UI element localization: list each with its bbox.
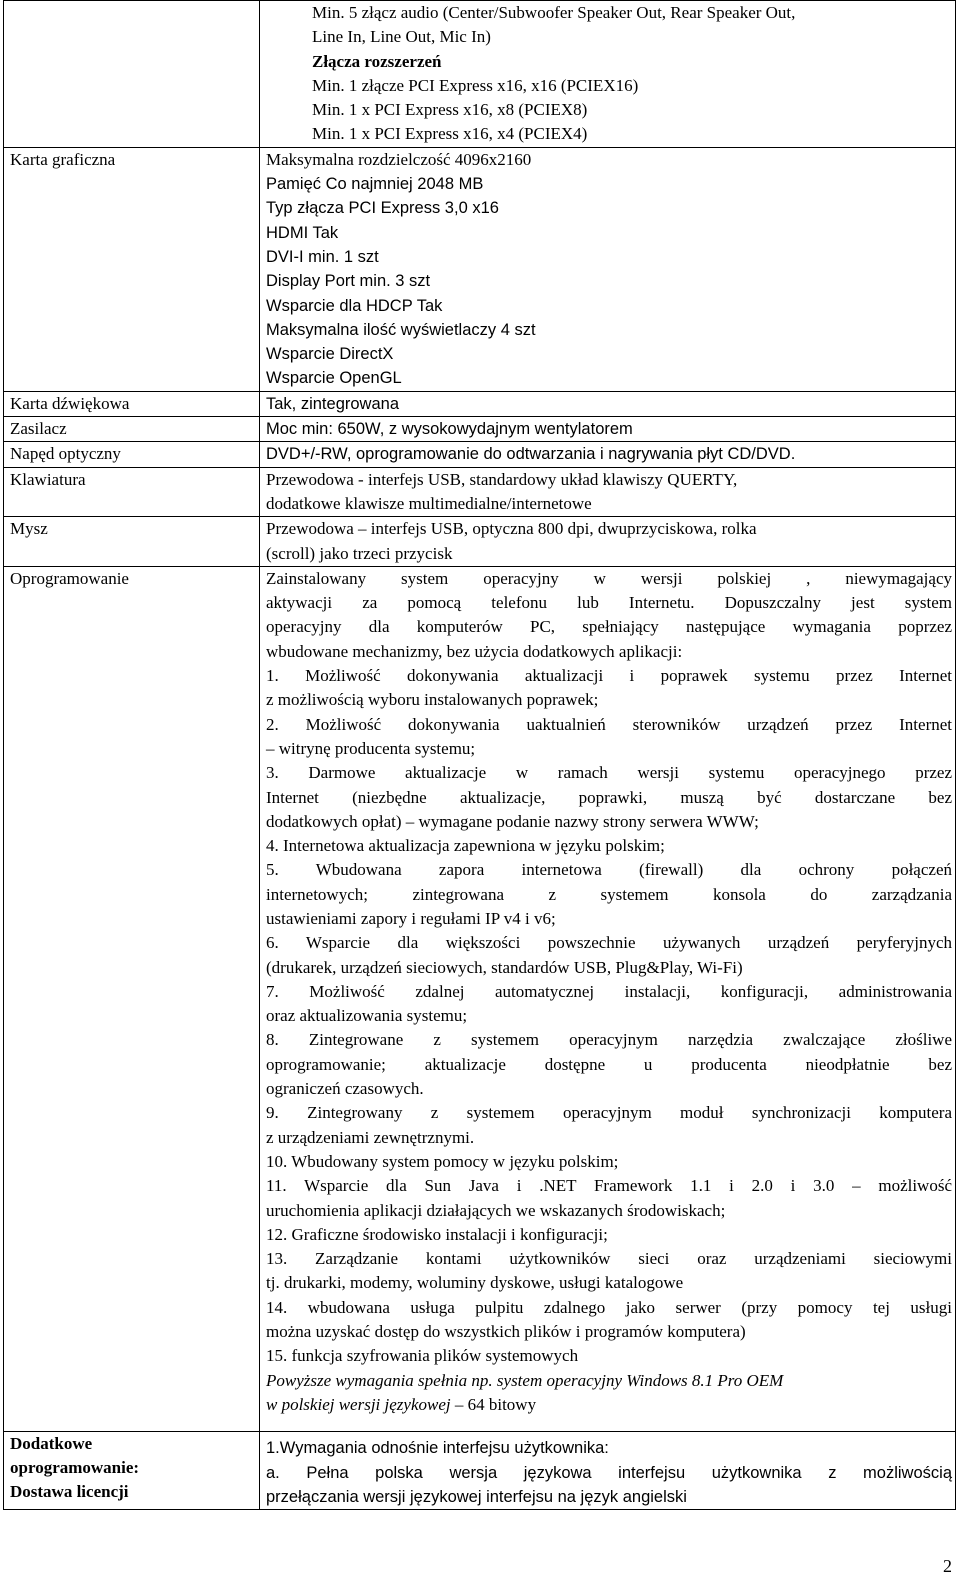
software-requirement-line: oraz aktualizowania systemu; <box>266 1006 468 1026</box>
software-note <box>266 1393 952 1417</box>
software-requirement-item <box>266 1028 952 1101</box>
software-requirements-list <box>266 664 952 1369</box>
mouse-cell <box>260 517 956 567</box>
audio-line: Line In, Line Out, Mic In) <box>312 27 491 47</box>
graphics-cell <box>260 147 956 391</box>
software-cell <box>260 566 956 1431</box>
software-requirement-item <box>266 1247 952 1296</box>
graphics-line: Wsparcie DirectX <box>266 345 394 364</box>
software-requirement-item <box>266 858 952 931</box>
software-requirement-item <box>266 980 952 1029</box>
psu-label: Zasilacz <box>4 417 260 442</box>
software-requirement-line: 11. Wsparcie dla Sun Java i .NET Framework 1.1 i 2.0 i 3.0 – możliwość <box>266 1176 952 1196</box>
software-requirement-line: uruchomienia aplikacji działających we wskazanych środowiskach; <box>266 1200 726 1220</box>
software-label: Oprogramowanie <box>4 566 260 1431</box>
software-requirement-line: z urządzeniami zewnętrznymi. <box>266 1127 475 1147</box>
software-requirement-line: ograniczeń czasowych. <box>266 1079 424 1099</box>
mouse-line: (scroll) jako trzeci przycisk <box>266 543 453 563</box>
software-requirement-line: 7. Możliwość zdalnej automatycznej instalacji, konfiguracji, administrowania <box>266 981 952 1001</box>
software-requirement-item <box>266 1223 952 1247</box>
optical-value: DVD+/-RW, oprogramowanie do odtwarzania i nagrywania płyt CD/DVD. <box>260 442 956 467</box>
software-requirement-line: 9. Zintegrowany z systemem operacyjnym moduł synchronizacji komputera <box>266 1103 952 1123</box>
spacer <box>266 1417 952 1431</box>
graphics-line: Display Port min. 3 szt <box>266 272 431 291</box>
software-requirement-item <box>266 664 952 713</box>
software-requirement-item <box>266 1174 952 1223</box>
software-intro-line: Zainstalowany system operacyjny w wersji polskiej , niewymagający <box>266 568 952 588</box>
extra-cell <box>260 1432 956 1510</box>
graphics-line: Maksymalna rozdzielczość 4096x2160 <box>266 149 532 169</box>
software-note-line: w polskiej wersji językowej <box>266 1394 451 1414</box>
graphics-line: Pamięć Co najmniej 2048 MB <box>266 175 484 194</box>
graphics-line: Typ złącza PCI Express 3,0 x16 <box>266 199 499 218</box>
software-requirement-item <box>266 1150 952 1174</box>
mouse-line: Przewodowa – interfejs USB, optyczna 800 dpi, dwuprzyciskowa, rolka <box>266 519 757 539</box>
expansion-line: Min. 1 złącze PCI Express x16, x16 (PCIEX16) <box>312 75 639 95</box>
software-intro-line: aktywacji za pomocą telefonu lub Internetu. Dopuszczalny jest system <box>266 593 952 613</box>
software-requirement-item <box>266 931 952 980</box>
software-requirement-line: 12. Graficzne środowisko instalacji i konfiguracji; <box>266 1224 608 1244</box>
software-requirement-item <box>266 713 952 762</box>
expansion-line: Min. 1 x PCI Express x16, x4 (PCIEX4) <box>312 124 588 144</box>
software-requirement-line: 3. Darmowe aktualizacje w ramach wersji systemu operacyjnego przez <box>266 763 952 783</box>
software-requirement-line: internetowych; zintegrowana z systemem konsola do zarządzania <box>266 884 952 904</box>
sound-value: Tak, zintegrowana <box>260 391 956 416</box>
extra-label-line: Dodatkowe <box>10 1434 93 1454</box>
software-requirement-line: (drukarek, urządzeń sieciowych, standardów USB, Plug&Play, Wi-Fi) <box>266 957 743 977</box>
software-requirement-line: można uzyskać dostęp do wszystkich plików i programów komputera) <box>266 1322 746 1342</box>
software-requirement-line: ustawieniami zapory i regułami IP v4 i v6; <box>266 908 556 928</box>
table-row-graphics <box>4 147 956 391</box>
table-row-expansion <box>4 1 956 148</box>
software-requirement-line: Internet (niezbędne aktualizacje, poprawki, muszą być dostarczane bez <box>266 787 952 807</box>
software-note-tail: – 64 bitowy <box>450 1394 537 1414</box>
spec-table <box>3 0 956 1510</box>
software-requirement-line: 5. Wbudowana zapora internetowa (firewall) dla ochrony połączeń <box>266 860 952 880</box>
software-requirement-line: 8. Zintegrowane z systemem operacyjnym narzędzia zwalczające złośliwe <box>266 1030 952 1050</box>
software-requirement-line: 13. Zarządzanie kontami użytkowników sieci oraz urządzeniami sieciowymi <box>266 1249 952 1269</box>
software-requirement-item <box>266 761 952 834</box>
table-row-keyboard <box>4 467 956 517</box>
table-row-mouse <box>4 517 956 567</box>
extra-label-line: oprogramowanie: <box>10 1458 140 1478</box>
graphics-line: Wsparcie dla HDCP Tak <box>266 296 443 315</box>
software-requirement-line: 4. Internetowa aktualizacja zapewniona w języku polskim; <box>266 836 665 856</box>
expansion-cell <box>260 1 956 148</box>
software-requirement-line: z możliwością wyboru instalowanych poprawek; <box>266 690 599 710</box>
software-requirement-line: – witrynę producenta systemu; <box>266 738 476 758</box>
optical-label: Napęd optyczny <box>4 442 260 467</box>
software-requirement-item <box>266 1344 952 1368</box>
extra-label-line: Dostawa licencji <box>10 1482 129 1502</box>
software-requirement-line: 14. wbudowana usługa pulpitu zdalnego jako serwer (przy pomocy tej usługi <box>266 1297 952 1317</box>
software-requirement-line: 2. Możliwość dokonywania uaktualnień sterowników urządzeń przez Internet <box>266 714 952 734</box>
expansion-line: Min. 1 x PCI Express x16, x8 (PCIEX8) <box>312 100 588 120</box>
software-intro-line: wbudowane mechanizmy, bez użycia dodatkowych aplikacji: <box>266 641 683 661</box>
empty-label-cell <box>4 1 260 148</box>
software-requirement-item <box>266 1101 952 1150</box>
graphics-line: Maksymalna ilość wyświetlaczy 4 szt <box>266 320 536 339</box>
table-row-sound <box>4 391 956 416</box>
keyboard-label: Klawiatura <box>4 467 260 517</box>
software-requirement-line: tj. drukarki, modemy, woluminy dyskowe, usługi katalogowe <box>266 1273 684 1293</box>
mouse-label: Mysz <box>4 517 260 567</box>
keyboard-line: Przewodowa - interfejs USB, standardowy układ klawiszy QUERTY, <box>266 469 738 489</box>
table-row-extra-software <box>4 1432 956 1510</box>
extra-label <box>4 1432 260 1510</box>
software-requirement-line: dodatkowych opłat) – wymagane podanie nazwy strony serwera WWW; <box>266 811 759 831</box>
software-requirement-item <box>266 1296 952 1345</box>
psu-value: Moc min: 650W, z wysokowydajnym wentylatorem <box>260 417 956 442</box>
software-note <box>266 1369 952 1393</box>
graphics-line: Wsparcie OpenGL <box>266 369 402 388</box>
graphics-line: HDMI Tak <box>266 223 339 242</box>
keyboard-cell <box>260 467 956 517</box>
software-requirement-line: 10. Wbudowany system pomocy w języku polskim; <box>266 1151 619 1171</box>
software-requirement-line: 1. Możliwość dokonywania aktualizacji i poprawek systemu przez Internet <box>266 666 952 686</box>
software-requirement-line: 15. funkcja szyfrowania plików systemowych <box>266 1346 579 1366</box>
extra-line: przełączania wersji językowej interfejsu na język angielski <box>266 1487 687 1506</box>
table-row-psu <box>4 417 956 442</box>
software-intro-line: operacyjny dla komputerów PC, spełniający następujące wymagania poprzez <box>266 617 952 637</box>
page-number: 2 <box>943 1556 952 1576</box>
expansion-heading: Złącza rozszerzeń <box>312 51 442 71</box>
graphics-label: Karta graficzna <box>4 147 260 391</box>
keyboard-line: dodatkowe klawisze multimedialne/internetowe <box>266 493 592 513</box>
extra-line: a. Pełna polska wersja językowa interfejsu użytkownika z możliwością <box>266 1463 952 1482</box>
table-row-software <box>4 566 956 1431</box>
table-row-optical <box>4 442 956 467</box>
software-requirement-line: oprogramowanie; aktualizacje dostępne u producenta nieodpłatnie bez <box>266 1054 952 1074</box>
extra-line: 1.Wymagania odnośnie interfejsu użytkownika: <box>266 1439 609 1458</box>
software-note-line: Powyższe wymagania spełnia np. system operacyjny Windows 8.1 Pro OEM <box>266 1370 784 1390</box>
software-requirement-line: 6. Wsparcie dla większości powszechnie używanych urządzeń peryferyjnych <box>266 933 952 953</box>
software-requirement-item <box>266 834 952 858</box>
sound-label: Karta dźwiękowa <box>4 391 260 416</box>
graphics-line: DVI-I min. 1 szt <box>266 247 379 266</box>
audio-line: Min. 5 złącz audio (Center/Subwoofer Speaker Out, Rear Speaker Out, <box>312 3 796 22</box>
